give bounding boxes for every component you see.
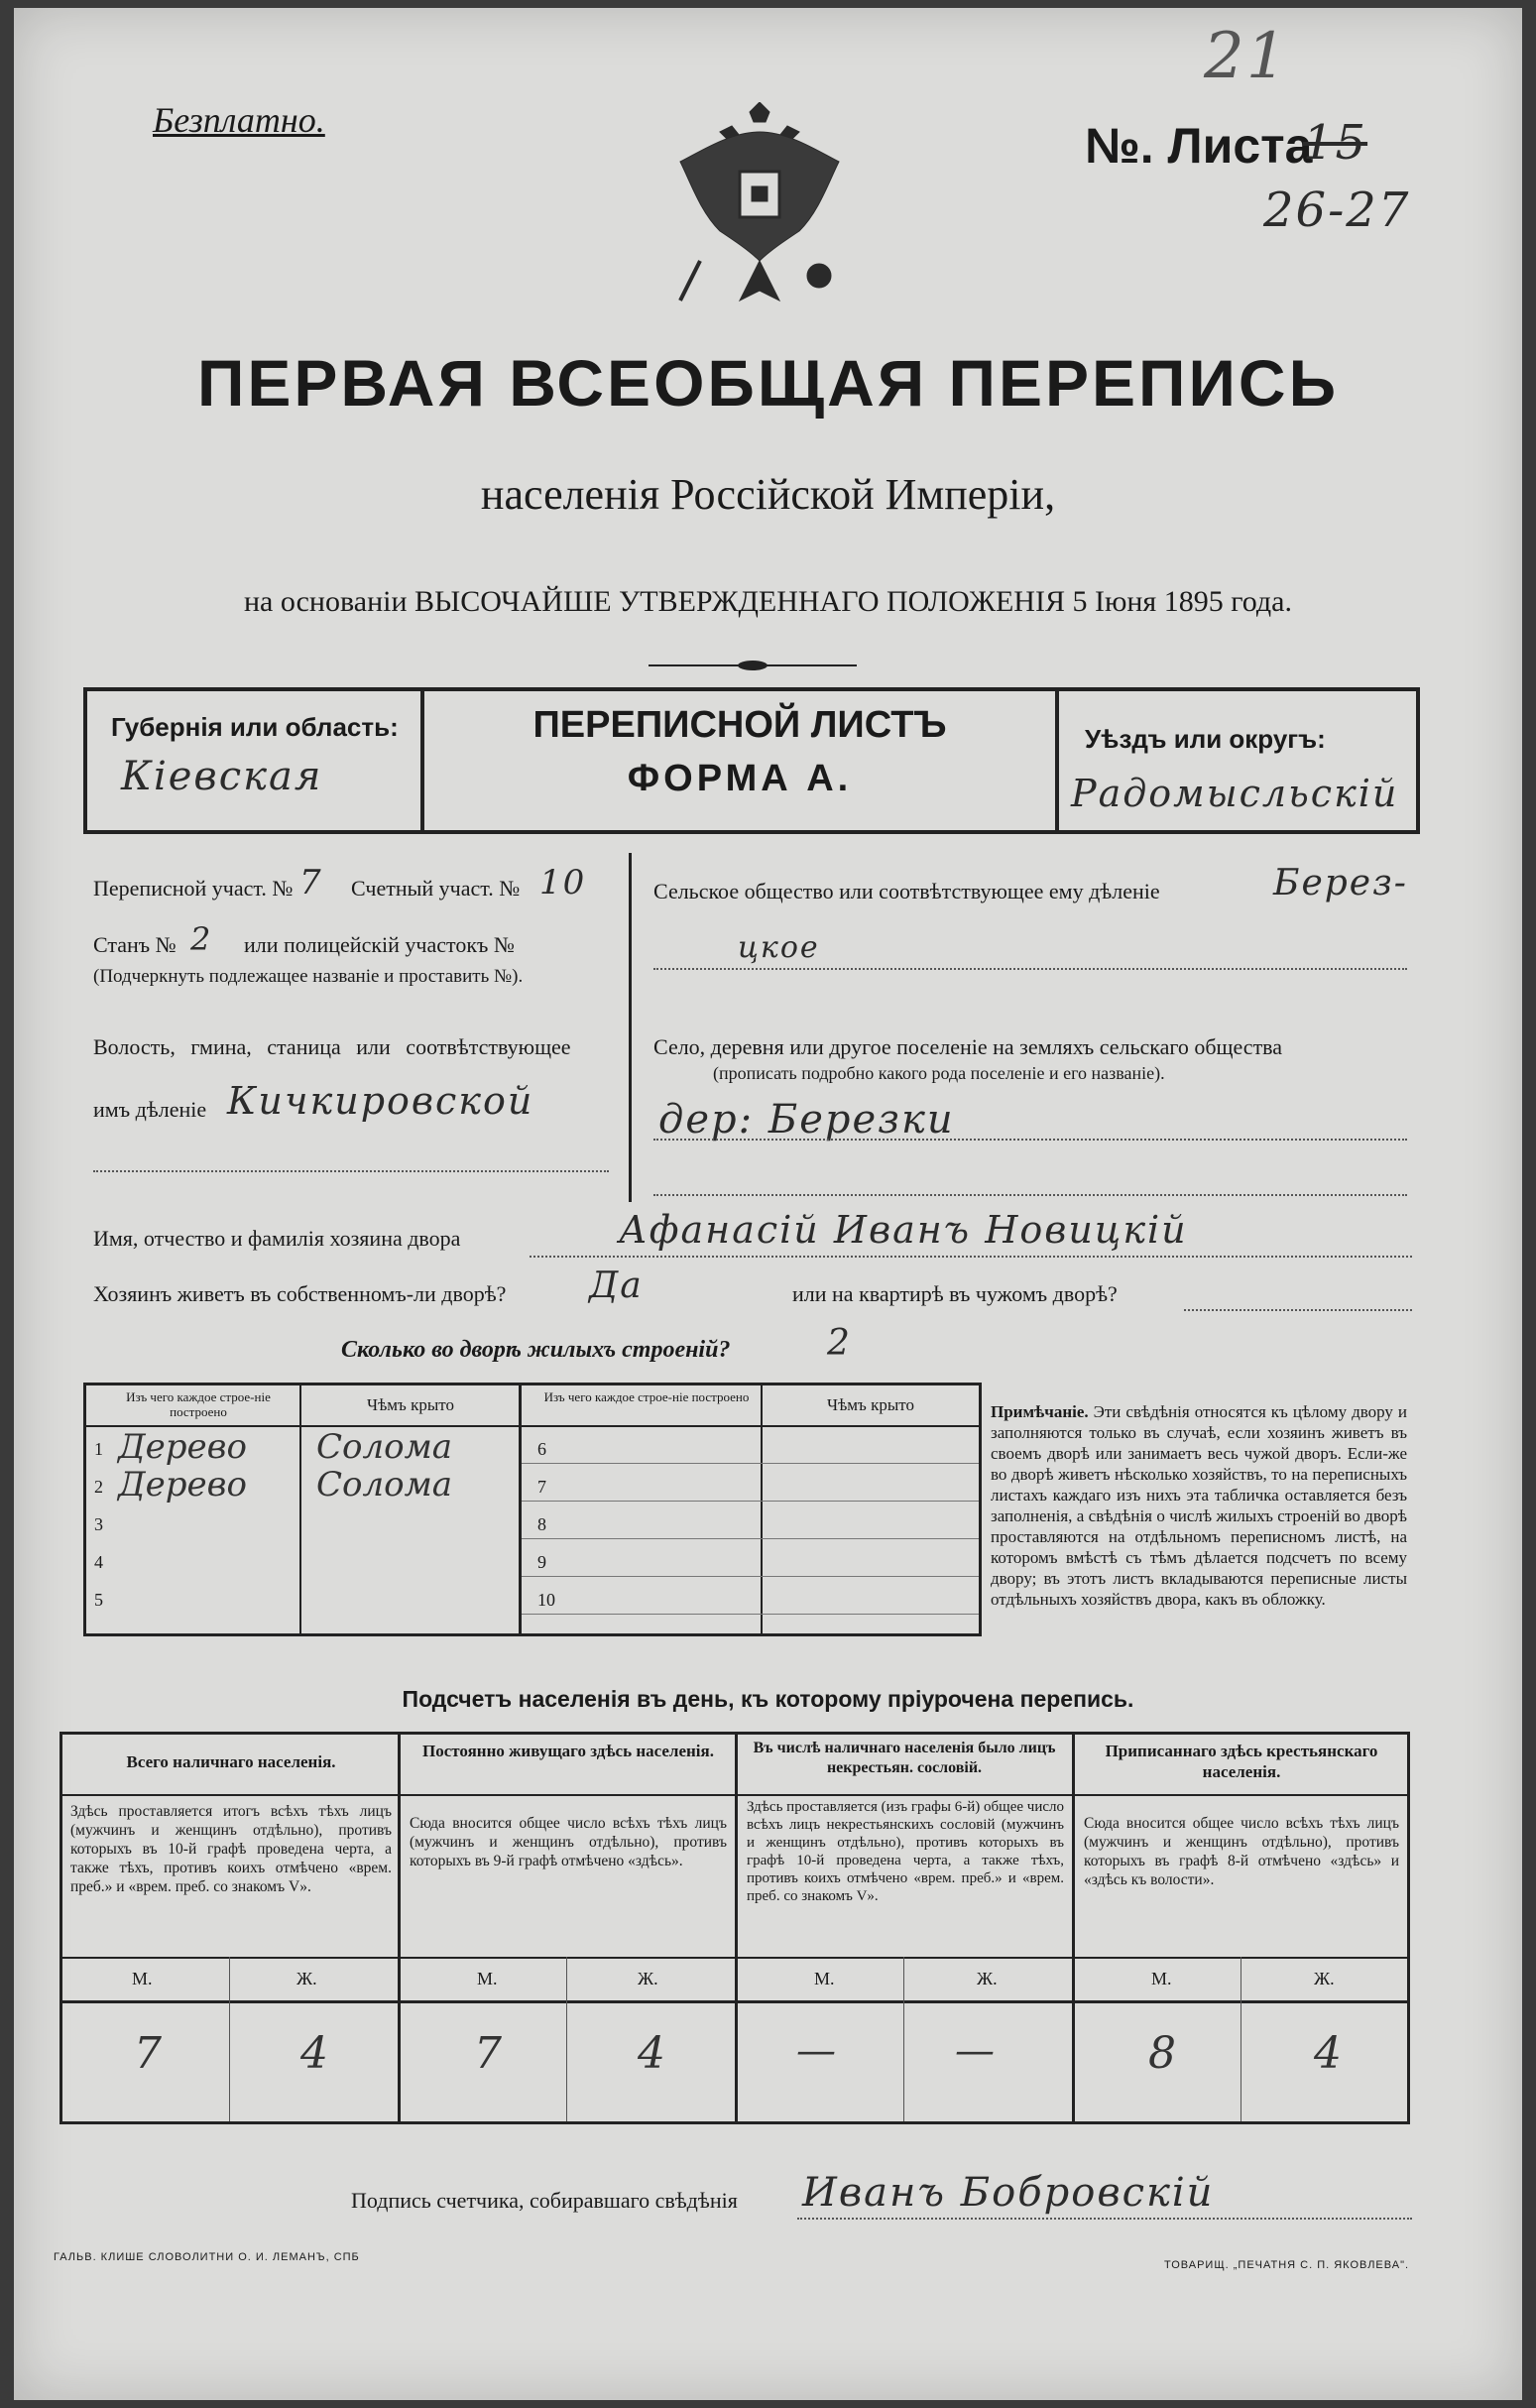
owner-dotted-line: [530, 1256, 1412, 1258]
village-dotted-line-1: [653, 1139, 1407, 1141]
col-roof-right: Чѣмъ крыто: [827, 1395, 914, 1414]
count-col-2-m-label: М.: [477, 1969, 498, 1988]
ornament-divider: [649, 661, 857, 670]
row-material: Дерево: [118, 1465, 247, 1505]
count-area-value: 10: [539, 863, 587, 903]
volost-label-line1: Волость, гмина, станица или соотвѣтствующее: [93, 1034, 571, 1059]
table-row: [86, 1465, 519, 1505]
main-title: ПЕРВАЯ ВСЕОБЩАЯ ПЕРЕПИСЬ: [196, 346, 1340, 420]
row-roof: Солома: [316, 1465, 453, 1505]
count-col-2-head: Постоянно живущаго здѣсь населенія.: [422, 1742, 714, 1760]
count-col-4-desc: Сюда вносится общее число всѣхъ тѣхъ лицъ (мужчинъ и женщинъ отдѣльно), противъ которыхъ въ графѣ 8-й отмѣчено «здѣсь» и «здѣсь къ волости».: [1084, 1815, 1399, 1888]
census-area-value: 7: [299, 863, 323, 903]
province-value: Кіевская: [121, 754, 323, 799]
population-count-table: [59, 1732, 1410, 2124]
basis-line: на основаніи ВЫСОЧАЙШЕ УТВЕРЖДЕННАГО ПОЛОЖЕНІЯ 5 Іюня 1895 года.: [244, 585, 1292, 618]
count-col-2-m-value: 7: [474, 2028, 502, 2079]
form-box-divider-right: [1055, 687, 1059, 830]
table-row: [86, 1427, 519, 1467]
count-col-4-m-value: 8: [1148, 2028, 1176, 2079]
count-col-3-desc: Здѣсь проставляется (изъ графы 6-й) общее число всѣхъ лицъ некрестьянскихъ сословій (мужчинъ и женщинъ отдѣльно), противъ которыхъ въ графѣ 10-й проведена черта, а также тѣхъ, противъ коихъ отмѣчено «врем. преб.» и «врем. преб. со знакомъ V».: [747, 1799, 1064, 1904]
fields-column-divider: [629, 853, 632, 1202]
note-text: Эти свѣдѣнія относятся къ цѣлому двору и заполняются только въ случаѣ, если хозяинъ живетъ въ своемъ дворѣ или занимаетъ весь чужой дворъ. Если-же во дворѣ живетъ нѣсколько хозяйствъ, то на переписныхъ листахъ каждаго изъ нихъ эта табличка оставляется безъ заполненія, а свѣдѣнія о числѣ жилыхъ строеній во дворѣ проставляются на отдѣльномъ переписномъ листѣ, на которомъ вмѣстѣ съ тѣмъ дѣлается подсчетъ по всему двору; въ этотъ листъ вкладываются переписные листы отдѣльныхъ хозяйствъ двора, какъ въ обложку.: [991, 1402, 1407, 1609]
note-title: Примѣчаніе.: [991, 1402, 1089, 1421]
count-title: Подсчетъ населенія въ день, къ которому пріурочена перепись.: [402, 1686, 1134, 1712]
footer-right: ТОВАРИЩ. „ПЕЧАТНЯ С. П. ЯКОВЛЕВА".: [1164, 2259, 1410, 2271]
count-col-3-m-label: М.: [814, 1969, 835, 1988]
form-title: ПЕРЕПИСНОЙ ЛИСТЪ: [532, 704, 947, 746]
signature-dotted-line: [797, 2218, 1412, 2220]
volost-value: Кичкировской: [227, 1079, 534, 1123]
row-number: 3: [94, 1514, 103, 1534]
subtitle: населенія Россійской Имперіи,: [480, 470, 1056, 519]
count-col-2-f-label: Ж.: [638, 1969, 658, 1988]
district-label: Уѣздъ или округъ:: [1085, 724, 1326, 754]
buildings-table: [83, 1383, 982, 1636]
form-subtitle: ФОРМА А.: [627, 758, 853, 799]
stan-note: (Подчеркнуть подлежащее названіе и проставить №).: [93, 966, 524, 987]
owner-value: Афанасій Иванъ Новицкій: [619, 1208, 1188, 1252]
society-dotted-line: [653, 968, 1407, 970]
village-dotted-line-2: [653, 1194, 1407, 1196]
count-col-1-f-label: Ж.: [296, 1969, 317, 1988]
own-yard-label: Хозяинъ живетъ въ собственномъ-ли дворѣ?: [93, 1281, 507, 1306]
owner-label: Имя, отчество и фамилія хозяина двора: [93, 1226, 461, 1251]
count-col-2-f-value: 4: [638, 2028, 665, 2079]
signature-label: Подпись счетчика, собиравшаго свѣдѣнія: [351, 2188, 738, 2213]
village-label: Село, деревня или другое поселеніе на земляхъ сельскаго общества: [653, 1034, 1283, 1059]
count-col-2-desc: Сюда вносится общее число всѣхъ тѣхъ лицъ (мужчинъ и женщинъ отдѣльно), противъ которыхъ въ 9-й графѣ отмѣчено «здѣсь».: [410, 1815, 727, 1869]
free-label: Безплатно.: [153, 100, 325, 140]
row-number: 6: [537, 1439, 546, 1459]
count-col-4-head: Приписаннаго здѣсь крестьянскаго населенія.: [1105, 1742, 1378, 1781]
count-col-1-m-label: М.: [132, 1969, 153, 1988]
row-number: 4: [94, 1552, 103, 1572]
table-row: [86, 1582, 519, 1618]
corner-mark: 21: [1204, 20, 1289, 93]
rent-label: или на квартирѣ въ чужомъ дворѣ?: [792, 1281, 1118, 1306]
census-sheet-page: [14, 8, 1522, 2400]
row-material: Дерево: [118, 1427, 247, 1467]
count-col-3-f-value: —: [955, 2028, 995, 2074]
census-area-label: Переписной участ. №: [93, 876, 294, 901]
volost-dotted-line: [93, 1170, 609, 1172]
rent-dotted-line: [1184, 1309, 1412, 1311]
bleed-through-text: [54, 206, 351, 223]
struck-sheet-number: 15: [1303, 115, 1368, 171]
count-col-3-m-value: —: [796, 2028, 836, 2074]
sheet-number-value: 26-27: [1263, 182, 1411, 238]
table-row: [86, 1544, 519, 1580]
row-roof: Солома: [316, 1427, 453, 1467]
village-value: дер: Березки: [658, 1097, 955, 1143]
stan-label: Станъ №: [93, 932, 177, 957]
buildings-note: [991, 1401, 1407, 1610]
village-note: (прописать подробно какого рода поселеніе и его названіе).: [713, 1063, 1165, 1083]
row-number: 10: [537, 1590, 555, 1610]
district-value: Радомысльскій: [1071, 772, 1399, 815]
row-number: 9: [537, 1552, 546, 1572]
province-label: Губернія или область:: [111, 712, 399, 742]
row-number: 5: [94, 1590, 103, 1610]
count-col-3-head: Въ числѣ наличнаго населенія было лицъ некрестьян. сословій.: [753, 1740, 1056, 1776]
count-area-label: Счетный участ. №: [351, 876, 521, 901]
society-value-1: Берез-: [1273, 863, 1408, 903]
buildings-label: Сколько во дворѣ жилыхъ строеній?: [341, 1337, 731, 1363]
row-number: 8: [537, 1514, 546, 1534]
imperial-eagle-icon: [660, 102, 859, 310]
row-number: 7: [537, 1477, 546, 1497]
col-roof-left: Чѣмъ крыто: [367, 1395, 454, 1414]
col-material-right: Изъ чего каждое строе-ніе построено: [543, 1389, 750, 1404]
buildings-value: 2: [827, 1323, 852, 1364]
police-label: или полицейскій участокъ №: [244, 932, 515, 957]
row-number: 2: [94, 1477, 103, 1497]
count-col-4-m-label: М.: [1151, 1969, 1172, 1988]
count-col-3-f-label: Ж.: [977, 1969, 998, 1988]
society-value-2: цкое: [738, 930, 820, 965]
col-material-left: Изъ чего каждое строе-ніе построено: [126, 1389, 271, 1419]
table-row: [86, 1506, 519, 1542]
count-col-1-f-value: 4: [300, 2028, 328, 2079]
stan-value: 2: [190, 920, 213, 958]
sheet-number-label: №. Листа: [1085, 118, 1313, 174]
count-col-1-head: Всего наличнаго населенія.: [126, 1752, 336, 1771]
own-yard-value: Да: [589, 1265, 644, 1306]
count-col-4-f-label: Ж.: [1314, 1969, 1335, 1988]
count-col-1-m-value: 7: [134, 2028, 162, 2079]
count-col-4-f-value: 4: [1314, 2028, 1342, 2079]
count-col-1-desc: Здѣсь проставляется итогъ всѣхъ тѣхъ лицъ (мужчинъ и женщинъ отдѣльно), противъ которыхъ въ 10-й графѣ проведена черта, а также тѣхъ, противъ коихъ отмѣчено «врем. преб.» и «врем. преб. со знакомъ V».: [70, 1803, 392, 1895]
footer-left: ГАЛЬВ. КЛИШЕ СЛОВОЛИТНИ О. И. ЛЕМАНЪ, СПБ: [54, 2251, 360, 2263]
signature-value: Иванъ Бобровскій: [802, 2170, 1215, 2216]
row-number: 1: [94, 1439, 103, 1459]
volost-label-line2: имъ дѣленіе: [93, 1097, 207, 1122]
society-label: Сельское общество или соотвѣтствующее ему дѣленіе: [653, 879, 1160, 903]
